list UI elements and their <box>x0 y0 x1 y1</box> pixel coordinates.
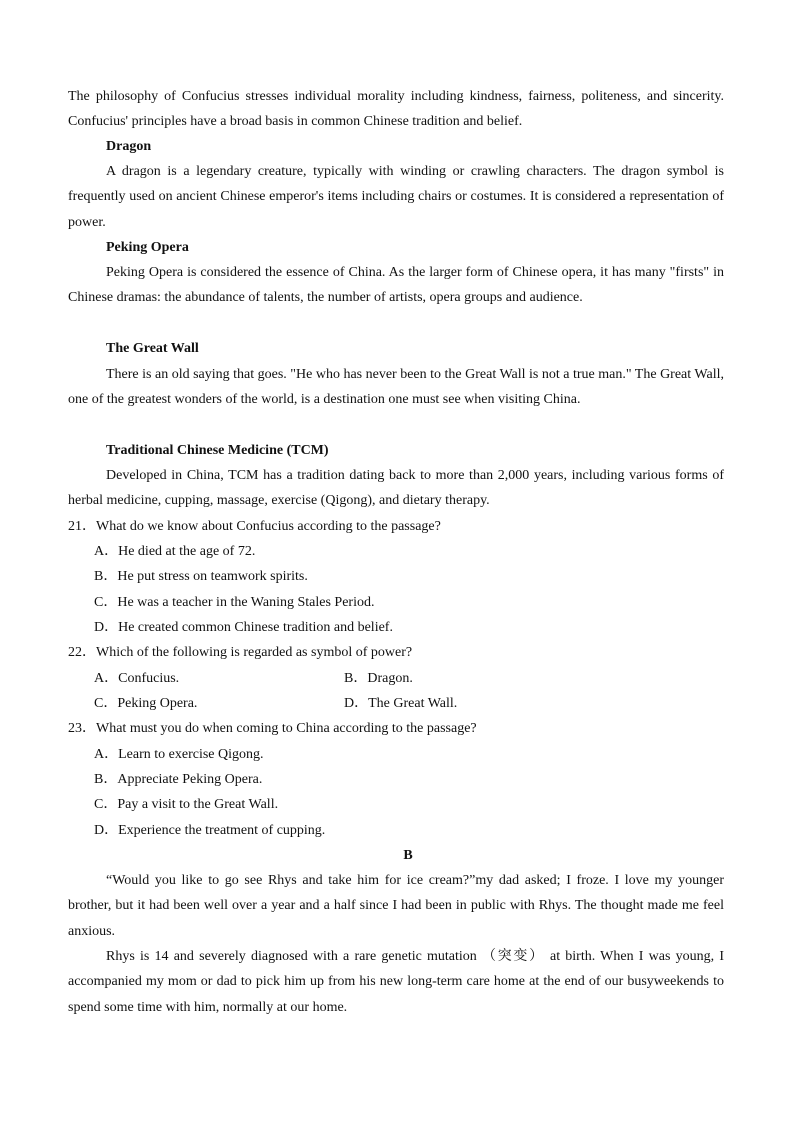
intro-paragraph: The philosophy of Confucius stresses individual morality including kindness, fairness, politeness, and sincerity. Confucius' principles have a broad basis in common Chinese tradition and belief. <box>68 89 724 130</box>
question-21-option-a: A．He died at the age of 72. <box>94 544 256 559</box>
section-body-tcm: Developed in China, TCM has a tradition dating back to more than 2,000 years, including various forms of herbal medicine, cupping, massage, exercise (Qigong), and dietary therapy. <box>68 468 724 509</box>
question-22-option-b: B．Dragon. <box>344 671 413 686</box>
question-22-stem: 22．Which of the following is regarded as symbol of power? <box>68 645 413 660</box>
question-21-option-c: C．He was a teacher in the Waning Stales Period. <box>94 595 375 610</box>
question-23-option-a: A．Learn to exercise Qigong. <box>94 747 264 762</box>
question-22-option-a: A．Confucius. <box>94 671 180 686</box>
question-22-option-c: C．Peking Opera. <box>94 696 198 711</box>
section-heading-peking-opera: Peking Opera <box>106 240 189 255</box>
section-body-great-wall: There is an old saying that goes. "He who has never been to the Great Wall is not a true man." The Great Wall, one of the greatest wonders of the world, is a destination one must see when visiting China. <box>68 367 724 408</box>
question-23-option-c: C．Pay a visit to the Great Wall. <box>94 797 279 812</box>
question-23-option-d: D．Experience the treatment of cupping. <box>94 823 326 838</box>
question-23-option-b: B．Appreciate Peking Opera. <box>94 772 263 787</box>
section-body-dragon: A dragon is a legendary creature, typically with winding or crawling characters. The dragon symbol is frequently used on ancient Chinese emperor's items including chairs or costumes. It is considered a representation of power. <box>68 164 724 230</box>
part-b-paragraph-2: Rhys is 14 and severely diagnosed with a rare genetic mutation （突变） at birth. When I was young, I accompanied my mom or dad to pick him up from his new long-term care home at the end of our busyweekends to spend some time with him, normally at our home. <box>68 949 724 1015</box>
question-21-option-d: D．He created common Chinese tradition and belief. <box>94 620 393 635</box>
section-heading-dragon: Dragon <box>106 139 152 154</box>
part-b-label: B <box>403 848 413 863</box>
question-21-stem: 21．What do we know about Confucius according to the passage? <box>68 519 441 534</box>
section-body-peking-opera: Peking Opera is considered the essence of China. As the larger form of Chinese opera, it has many "firsts" in Chinese dramas: the abundance of talents, the number of artists, opera groups and audience. <box>68 265 724 306</box>
part-b-paragraph-1: “Would you like to go see Rhys and take him for ice cream?”my dad asked; I froze. I love my younger brother, but it had been well over a year and a half since I had been in public with Rhys. The thought made me feel anxious. <box>68 873 724 939</box>
question-21-option-b: B．He put stress on teamwork spirits. <box>94 569 308 584</box>
section-heading-tcm: Traditional Chinese Medicine (TCM) <box>106 443 329 458</box>
section-heading-great-wall: The Great Wall <box>106 341 199 356</box>
question-22-option-d: D．The Great Wall. <box>344 696 458 711</box>
question-23-stem: 23．What must you do when coming to China according to the passage? <box>68 721 477 736</box>
